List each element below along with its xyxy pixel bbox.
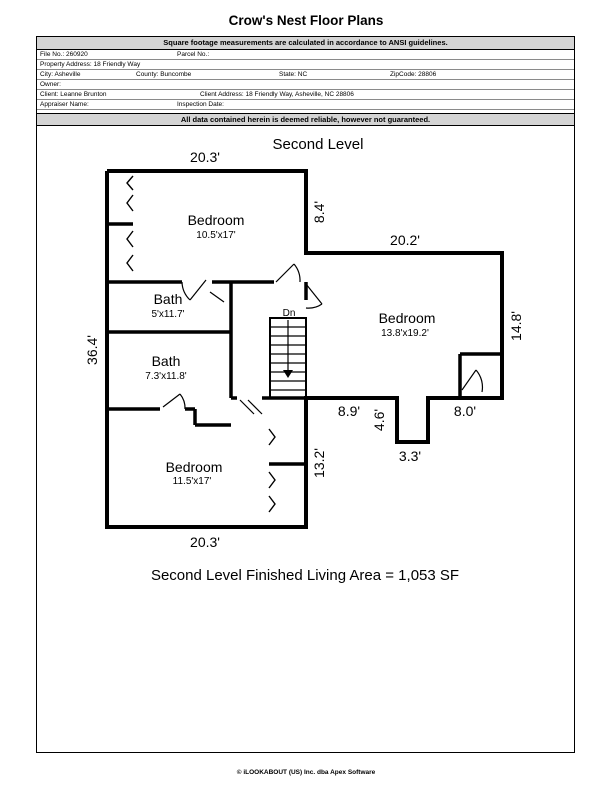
stair-label: Dn [282,308,296,319]
room-name-bath-lower: Bath [151,353,181,369]
living-area-total: Second Level Finished Living Area = 1,053 SF [150,567,460,584]
room-name-bath-upper: Bath [153,291,183,307]
room-name-bedroom-upper-left: Bedroom [187,212,245,228]
dim-bottom-left: 20.3' [190,534,220,550]
dim-notch-height: 4.6' [371,408,387,432]
dim-right: 14.8' [508,311,524,341]
dim-top-left: 20.3' [190,149,220,165]
room-size-bath-upper: 5'x11.7' [151,309,185,320]
owner: Owner: [40,81,61,88]
city: City: Asheville [40,71,81,78]
state: State: NC [279,71,308,78]
county: County: Buncombe [136,71,192,78]
file-no: File No.: 260920 [40,51,88,58]
room-size-bath-lower: 7.3'x11.8' [145,371,187,382]
property-address: Property Address: 18 Friendly Way [40,61,141,68]
ansi-banner: Square footage measurements are calculated in accordance to ANSI guidelines. [37,37,574,50]
zipcode: ZipCode: 28806 [390,71,437,78]
disclaimer-banner: All data contained herein is deemed reliable, however not guaranteed. [37,113,574,126]
room-name-bedroom-right: Bedroom [378,310,436,326]
level-title: Second Level [272,136,364,153]
dim-step-upper: 8.4' [311,200,327,224]
stairs [270,318,306,398]
parcel-no: Parcel No.: [177,51,210,58]
dim-bottom-seg-left: 8.9' [337,403,361,419]
room-size-bedroom-right: 13.8'x19.2' [381,328,429,339]
page-title: Crow's Nest Floor Plans [228,13,384,28]
dim-left: 36.4' [84,335,100,365]
room-size-bedroom-lower-left: 11.5'x17' [172,476,212,487]
stair-arrow-icon [283,370,293,378]
dim-step-lower: 13.2' [311,448,327,478]
footer-copyright: © iLOOKABOUT (US) Inc. dba Apex Software [236,769,376,776]
appraiser: Appraiser Name: [40,101,89,108]
dim-notch-width: 3.3' [398,448,422,464]
room-size-bedroom-upper-left: 10.5'x17' [196,230,236,241]
dim-bottom-seg-right: 8.0' [453,403,477,419]
client: Client: Leanne Brunton [40,91,107,98]
inspection-date: Inspection Date: [177,101,224,108]
room-name-bedroom-lower-left: Bedroom [165,459,223,475]
client-address: Client Address: 18 Friendly Way, Asheville, NC 28806 [200,91,354,98]
swing-doors [163,264,482,414]
dim-right-top: 20.2' [390,232,420,248]
